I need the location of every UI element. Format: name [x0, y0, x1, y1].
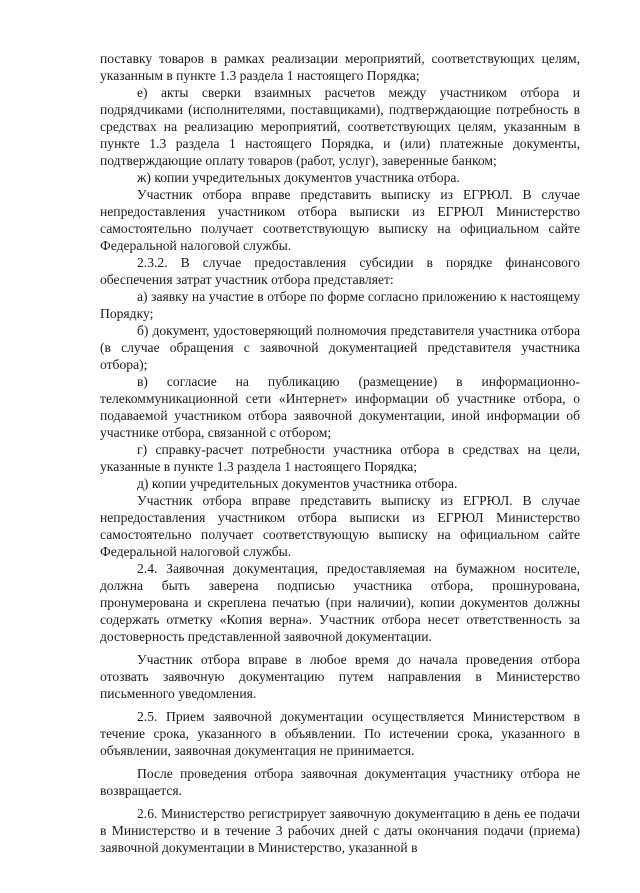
- paragraph-2-4: 2.4. Заявочная документация, предоставляемая на бумажном носителе, должна быть заверена подписью участника отбора, прошнурована, пронумерована и скреплена печатью (при наличии), копии документов должны содержать отметку «Копия верна». Участник отбора несет ответственность за достоверность представленной заявочной документации.: [100, 561, 580, 644]
- paragraph-2-3-2: 2.3.2. В случае предоставления субсидии в порядке финансового обеспечения затрат участник отбора представляет:: [100, 255, 580, 287]
- paragraph-item-e: е) акты сверки взаимных расчетов между участником отбора и подрядчиками (исполнителями, поставщиками), подтверждающие потребность в средствах на реализацию мероприятий, соответствующих целям, указанным в пункте 1.3 раздела 1 настоящего Порядка, и (или) платежные документы, подтверждающие оплату товаров (работ, услуг), заверенные банком;: [100, 85, 580, 168]
- paragraph-2-5: 2.5. Прием заявочной документации осуществляется Министерством в течение срока, указанного в объявлении. По истечении срока, указанного в объявлении, заявочная документация не принимается.: [100, 709, 580, 758]
- paragraph-item-b: б) документ, удостоверяющий полномочия представителя участника отбора (в случае обращения с заявочной документацией представителя участника отбора);: [100, 323, 580, 372]
- paragraph-egrul-note-1: Участник отбора вправе представить выписку из ЕГРЮЛ. В случае непредоставления участником отбора выписки из ЕГРЮЛ Министерство самостоятельно получает соответствующую выписку на официальном сайте Федеральной налоговой службы.: [100, 187, 580, 253]
- paragraph-item-zh: ж) копии учредительных документов участника отбора.: [137, 170, 460, 185]
- paragraph-continuation: поставку товаров в рамках реализации мероприятий, соответствующих целям, указанным в пункте 1.3 раздела 1 настоящего Порядка;: [100, 51, 580, 83]
- document-body: [100, 50, 580, 856]
- paragraph-no-return: После проведения отбора заявочная документация участнику отбора не возвращается.: [100, 766, 580, 798]
- paragraph-egrul-note-2: Участник отбора вправе представить выписку из ЕГРЮЛ. В случае непредоставления участником отбора выписки из ЕГРЮЛ Министерство самостоятельно получает соответствующую выписку на официальном сайте Федеральной налоговой службы.: [100, 493, 580, 559]
- paragraph-item-v: в) согласие на публикацию (размещение) в информационно-телекоммуникационной сети «Интернет» информации об участнике отбора, о подаваемой участником отбора заявочной документации, иной информации об участнике отбора, связанной с отбором;: [100, 374, 580, 440]
- paragraph-item-d: д) копии учредительных документов участника отбора.: [137, 476, 458, 491]
- paragraph-withdrawal: Участник отбора вправе в любое время до начала проведения отбора отозвать заявочную документацию путем направления в Министерство письменного уведомления.: [100, 652, 580, 701]
- paragraph-item-g: г) справку-расчет потребности участника отбора в средствах на цели, указанные в пункте 1.3 раздела 1 настоящего Порядка;: [100, 442, 580, 474]
- paragraph-2-6: 2.6. Министерство регистрирует заявочную документацию в день ее подачи в Министерство и в течение 3 рабочих дней с даты окончания подачи (приема) заявочной документации в Министерство, указанной в: [100, 806, 580, 855]
- paragraph-item-a: а) заявку на участие в отборе по форме согласно приложению к настоящему Порядку;: [100, 289, 580, 321]
